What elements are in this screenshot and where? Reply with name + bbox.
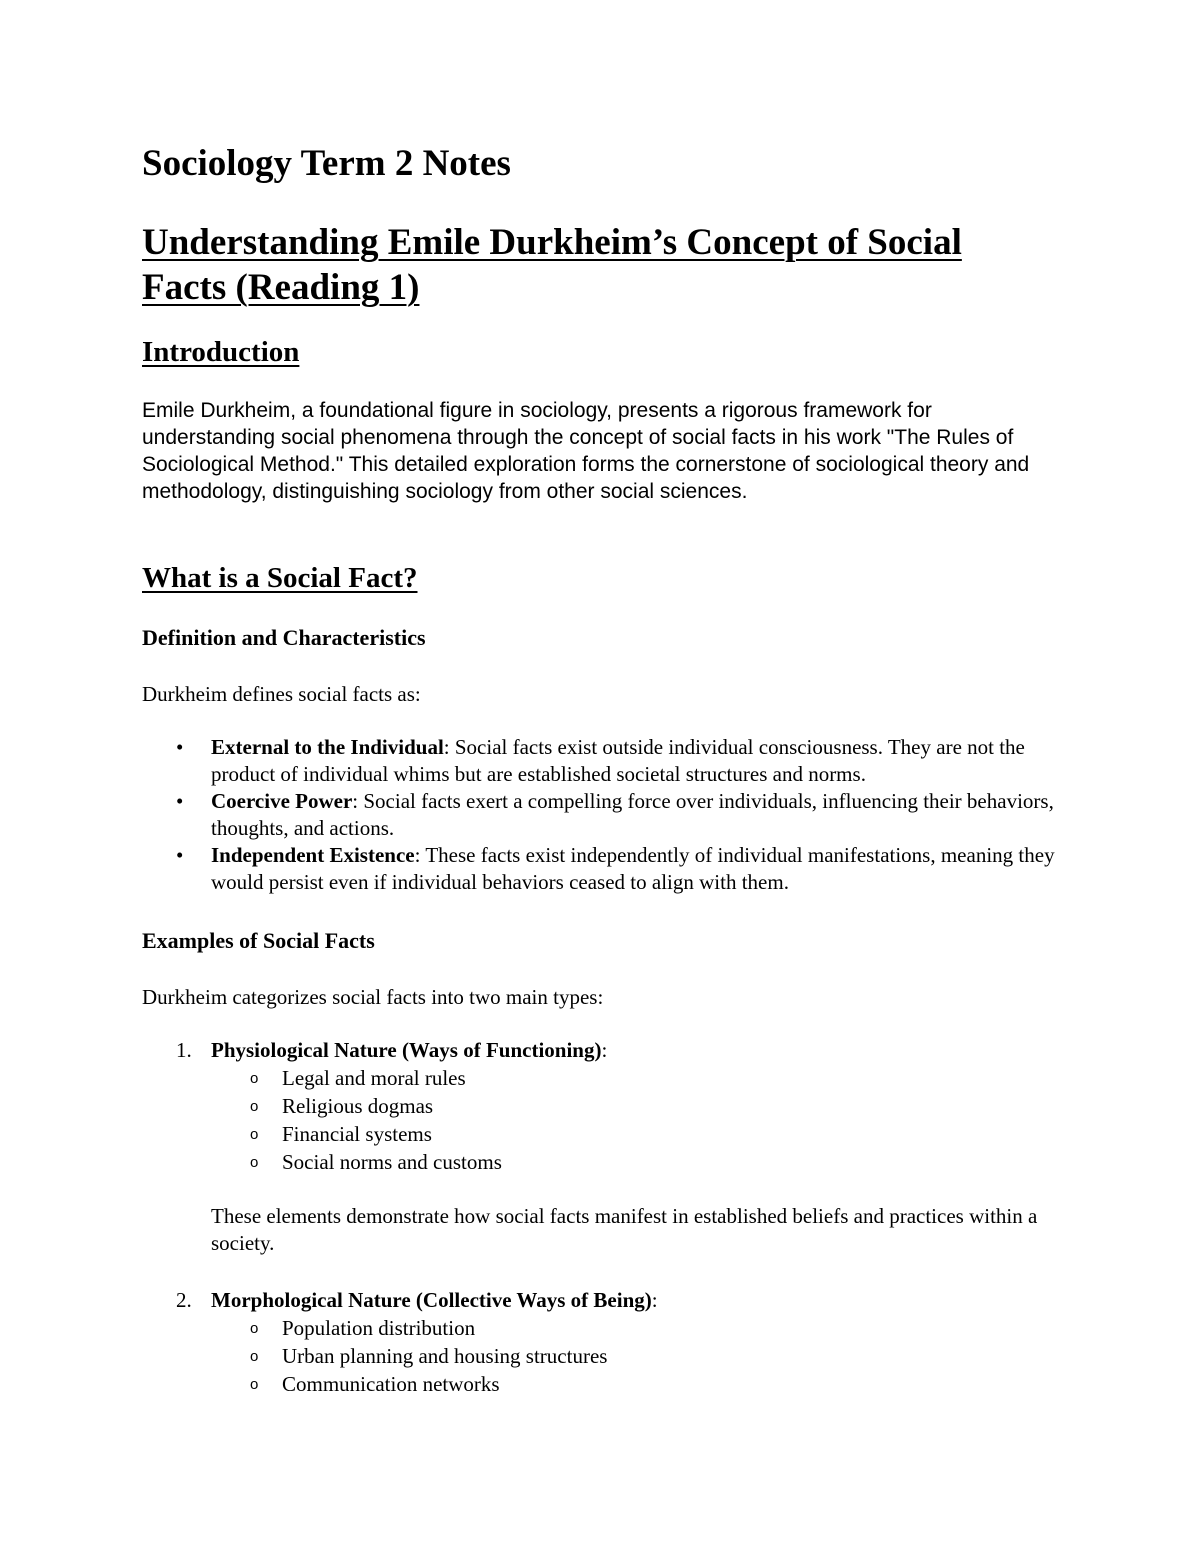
- list-item: [142, 1287, 1072, 1398]
- circle-bullet-icon: o: [250, 1070, 259, 1087]
- type-term: Physiological Nature (Ways of Functioning): [211, 1038, 602, 1062]
- characteristic-text: : These facts exist independently of individual manifestations, meaning they would persist even if individual behaviors ceased to align with them.: [211, 843, 1055, 894]
- type-items-list: [211, 1314, 1072, 1398]
- bullet-icon: •: [176, 789, 184, 813]
- definition-intro: Durkheim defines social facts as:: [142, 682, 421, 706]
- list-item: [142, 788, 1072, 842]
- bullet-icon: •: [176, 735, 184, 759]
- list-item: [211, 1064, 1072, 1092]
- type-item: Legal and moral rules: [282, 1066, 466, 1090]
- list-item: [211, 1092, 1072, 1120]
- introduction-heading: Introduction: [142, 336, 300, 368]
- characteristic-term: Coercive Power: [211, 789, 353, 813]
- type-item: Population distribution: [282, 1316, 476, 1340]
- type-term: Morphological Nature (Collective Ways of Being): [211, 1288, 652, 1312]
- bullet-icon: •: [176, 843, 184, 867]
- type-item: Urban planning and housing structures: [282, 1344, 608, 1368]
- type-item: Communication networks: [282, 1372, 500, 1396]
- list-item: [211, 1148, 1072, 1176]
- type-item: Financial systems: [282, 1122, 432, 1146]
- social-fact-heading: What is a Social Fact?: [142, 562, 418, 594]
- document-title: Sociology Term 2 Notes: [142, 143, 511, 184]
- characteristic-term: External to the Individual: [211, 735, 444, 759]
- type-items-list: [211, 1064, 1072, 1176]
- social-fact-types-list: [142, 1037, 1072, 1257]
- type-item: Social norms and customs: [282, 1150, 502, 1174]
- circle-bullet-icon: o: [250, 1098, 259, 1115]
- list-item: [211, 1370, 1072, 1398]
- list-number: 2.: [176, 1288, 192, 1312]
- definition-heading: Definition and Characteristics: [142, 625, 426, 650]
- list-item: [211, 1342, 1072, 1370]
- characteristic-text: : Social facts exert a compelling force over individuals, influencing their behaviors, thoughts, and actions.: [211, 789, 1054, 840]
- characteristics-list: [142, 734, 1072, 896]
- list-item: [142, 734, 1072, 788]
- list-number: 1.: [176, 1038, 192, 1062]
- circle-bullet-icon: o: [250, 1154, 259, 1171]
- circle-bullet-icon: o: [250, 1376, 259, 1393]
- type-note: These elements demonstrate how social facts manifest in established beliefs and practices within a society.: [211, 1204, 1038, 1255]
- circle-bullet-icon: o: [250, 1348, 259, 1365]
- circle-bullet-icon: o: [250, 1126, 259, 1143]
- list-item: [211, 1120, 1072, 1148]
- type-suffix: :: [651, 1288, 658, 1312]
- type-item: Religious dogmas: [282, 1094, 434, 1118]
- circle-bullet-icon: o: [250, 1320, 259, 1337]
- examples-heading: Examples of Social Facts: [142, 928, 375, 953]
- social-fact-types-list-continued: [142, 1287, 1072, 1398]
- characteristic-term: Independent Existence: [211, 843, 415, 867]
- list-item: [142, 842, 1072, 896]
- type-suffix: :: [601, 1038, 608, 1062]
- reading-title: Understanding Emile Durkheim’s Concept of Social Facts (Reading 1): [142, 222, 962, 308]
- characteristic-text: : Social facts exist outside individual consciousness. They are not the product of individual whims but are established societal structures and norms.: [211, 735, 1025, 786]
- list-item: [211, 1314, 1072, 1342]
- introduction-paragraph: Emile Durkheim, a foundational figure in sociology, presents a rigorous framework for understanding social phenomena through the concept of social facts in his work "The Rules of Sociological Method." This detailed exploration forms the cornerstone of sociological theory and methodology, distinguishing sociology from other social sciences.: [142, 399, 1030, 503]
- list-item: [142, 1037, 1072, 1257]
- examples-intro: Durkheim categorizes social facts into two main types:: [142, 985, 604, 1009]
